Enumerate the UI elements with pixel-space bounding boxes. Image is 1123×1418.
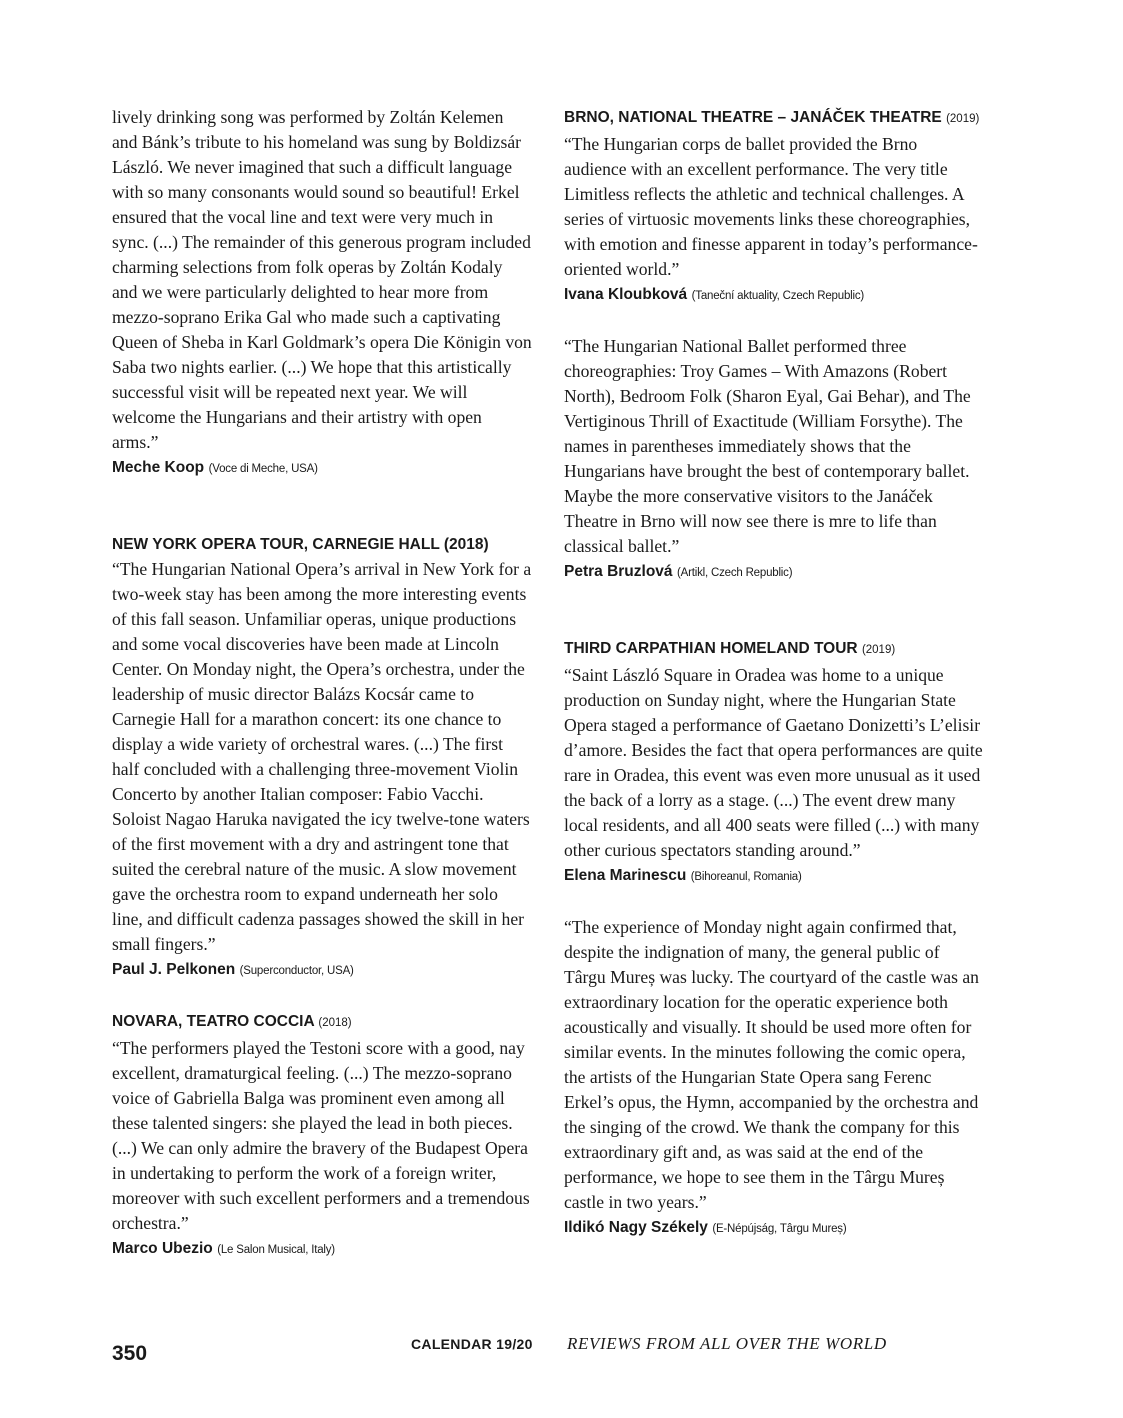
section-title: THIRD CARPATHIAN HOMELAND TOUR (564, 640, 858, 657)
review-source: (Taneční aktuality, Czech Republic) (691, 290, 865, 302)
section-title-footer: REVIEWS FROM ALL OVER THE WORLD (567, 1334, 887, 1353)
review-text: “The performers played the Testoni score with a good, nay excellent, dramaturgical feeling. (...) The mezzo-soprano voice of Gabriella Balga was prominent even among all these talented singers: she played the lead in both pieces. (...) We can only admire the bravery of the Budapest Opera in undertaking to perform the work of a foreign writer, moreover with such excellent performers and a tremendous orchestra.” (112, 1038, 530, 1233)
section-heading: NEW YORK OPERA TOUR, CARNEGIE HALL (2018) (112, 536, 489, 553)
section-year: (2018) (318, 1017, 352, 1029)
right-column (564, 105, 984, 1242)
section-title: BRNO, NATIONAL THEATRE – JANÁČEK THEATRE (564, 109, 942, 126)
review-byline (112, 455, 532, 482)
review-source: (Le Salon Musical, Italy) (217, 1244, 335, 1256)
reviewer-name: Marco Ubezio (112, 1240, 213, 1257)
reviewer-name: Ildikó Nagy Székely (564, 1219, 708, 1236)
review-text: “Saint László Square in Oradea was home to a unique production on Sunday night, where the Hungarian State Opera staged a performance of Gaetano Donizetti’s L’elisir d’amore. Besides the fact that opera performances are quite rare in Oradea, this event was even more unusual as it used the back of a lorry as a stage. (...) The event drew many local residents, and all 400 seats were filled (...) with many other curious spectators standing around.” (564, 665, 983, 860)
review-text: “The experience of Monday night again confirmed that, despite the indignation of many, the general public of Târgu Mureș was lucky. The courtyard of the castle was an extraordinary location for the operatic experience both acoustically and visually. It should be used more often for similar events. In the minutes following the comic opera, the artists of the Hungarian State Opera sang Ferenc Erkel’s opus, the Hymn, accompanied by the orchestra and the singing of the crowd. We thank the company for this extraordinary gift and, as was said at the end of the performance, we hope to see them in the Târgu Mureș castle in two years.” (564, 917, 979, 1212)
reviewer-name: Elena Marinescu (564, 867, 687, 884)
review-text: “The Hungarian National Opera’s arrival in New York for a two-week stay has been among the more interesting events of this fall season. Unfamiliar operas, unique productions and some vocal discoveries have been made at Lincoln Center. On Monday night, the Opera’s orchestra, under the leadership of music director Balázs Kocsár came to Carnegie Hall for a marathon concert: its one chance to display a wide variety of orchestral wares. (...) The first half concluded with a challenging three-movement Violin Concerto by another Italian composer: Fabio Vacchi. Soloist Nagao Haruka navigated the icy twelve-tone waters of the first movement with a dry and astringent tone that suited the cerebral nature of the music. A slow movement gave the orchestra room to expand underneath her solo line, and difficult cadenza passages showed the skill in her small fingers.” (112, 559, 532, 954)
section-title: NOVARA, TEATRO COCCIA (112, 1013, 315, 1030)
review-text: “The Hungarian National Ballet performed three choreographies: Troy Games – With Amazons (Robert North), Bedroom Folk (Sharon Eyal, Gai Behar), and The Vertiginous Thrill of Exactitude (William Forsythe). The names in parentheses immediately shows that the Hungarians have brought the best of contemporary ballet. Maybe the more conservative visitors to the Janáček Theatre in Brno will now see there is mre to life than classical ballet.” (564, 336, 971, 556)
review-byline (564, 863, 984, 890)
reviewer-name: Meche Koop (112, 459, 205, 476)
review-source: (Voce di Meche, USA) (208, 463, 318, 475)
section-heading (564, 105, 984, 132)
review-byline (112, 1236, 532, 1263)
review-source: (Bihoreanul, Romania) (690, 871, 802, 883)
left-column (112, 105, 532, 1263)
review-source: (Superconductor, USA) (239, 965, 354, 977)
review-byline (564, 282, 984, 309)
review-source: (E-Népújság, Târgu Mureș) (712, 1223, 847, 1235)
reviewer-name: Paul J. Pelkonen (112, 961, 236, 978)
reviewer-name: Ivana Kloubková (564, 286, 688, 303)
section-heading (112, 1009, 532, 1036)
review-byline (564, 559, 984, 586)
section-heading (564, 636, 984, 663)
review-text: lively drinking song was performed by Zoltán Kelemen and Bánk’s tribute to his homeland was sung by Boldizsár László. We never imagined that such a difficult language with so many consonants would sound so beautiful! Erkel ensured that the vocal line and text were very much in sync. (...) The remainder of this generous program included charming selections from folk operas by Zoltán Kodaly and we were particularly delighted to hear more from mezzo-soprano Erika Gal who made such a captivating Queen of Sheba in Karl Goldmark’s opera Die Königin von Saba two nights earlier. (...) We hope that this artistically successful visit will be repeated next year. We will welcome the Hungarians and their artistry with open arms.” (112, 107, 532, 452)
page-number: 350 (112, 1342, 148, 1365)
reviewer-name: Petra Bruzlová (564, 563, 673, 580)
publication-name: CALENDAR 19/20 (411, 1336, 533, 1352)
section-year: (2019) (861, 644, 896, 656)
review-text: “The Hungarian corps de ballet provided the Brno audience with an excellent performance. The very title Limitless reflects the athletic and technical challenges. A series of virtuosic movements links these choreographies, with emotion and finesse apparent in today’s performance-oriented world.” (564, 134, 978, 279)
review-byline (564, 1215, 984, 1242)
review-source: (Artikl, Czech Republic) (677, 567, 793, 579)
section-year: (2019) (946, 113, 980, 125)
review-byline (112, 957, 532, 984)
